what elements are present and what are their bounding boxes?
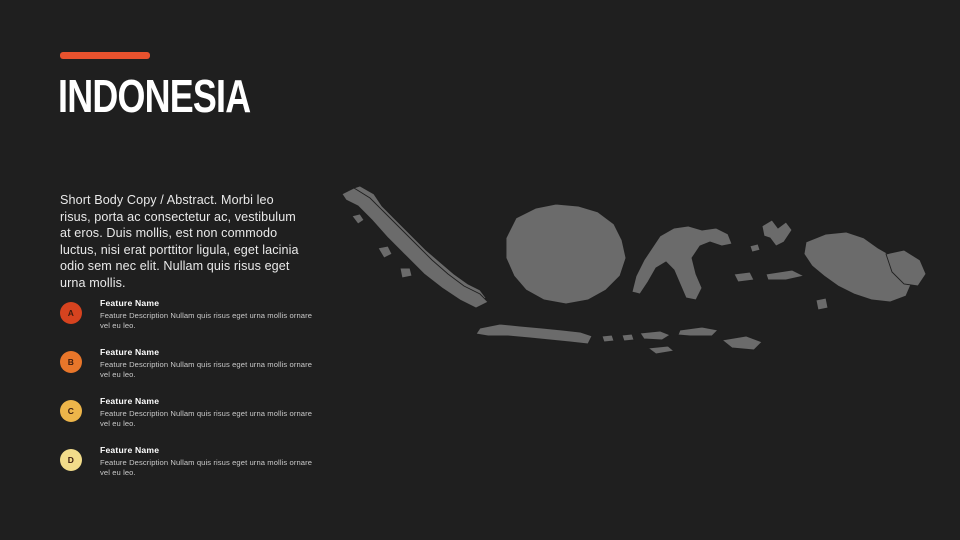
page-title: INDONESIA: [58, 70, 251, 122]
indonesia-map: [330, 150, 930, 400]
feature-description: Feature Description Nullam quis risus eget urna mollis ornare vel eu leo.: [100, 458, 313, 477]
map-region-java: [476, 324, 592, 344]
map-region-flores: [678, 327, 718, 336]
feature-badge-c: C: [60, 400, 82, 422]
map-region-sulawesi: [632, 226, 732, 300]
feature-name: Feature Name: [100, 396, 160, 406]
feature-name: Feature Name: [100, 347, 160, 357]
list-item[interactable]: [60, 445, 320, 494]
feature-text: [100, 298, 320, 331]
feature-badge-a: A: [60, 302, 82, 324]
map-region-seram: [766, 270, 804, 280]
feature-list: [60, 298, 320, 494]
list-item[interactable]: [60, 347, 320, 396]
map-region-buru: [734, 272, 754, 282]
map-islands: [342, 186, 926, 354]
feature-name: Feature Name: [100, 445, 160, 455]
feature-badge-b: B: [60, 351, 82, 373]
feature-text: [100, 347, 320, 380]
feature-text: [100, 396, 320, 429]
feature-description: Feature Description Nullam quis risus eget urna mollis ornare vel eu leo.: [100, 409, 313, 428]
map-region-kalimantan: [506, 204, 626, 304]
feature-description: Feature Description Nullam quis risus eget urna mollis ornare vel eu leo.: [100, 360, 313, 379]
map-region-aru: [816, 298, 828, 310]
map-region-sumbawa: [640, 331, 670, 340]
accent-bar: [60, 52, 150, 59]
map-region-mentawai: [378, 246, 392, 258]
body-copy: Short Body Copy / Abstract. Morbi leo risus, porta ac consectetur ac, vestibulum at eros. Duis mollis, est non commodo luctus, nisi erat porttitor ligula, eget lacinia odio sem nec elit. Nullam quis risus eget urna mollis.: [60, 193, 299, 290]
map-region-bali: [602, 335, 614, 342]
feature-name: Feature Name: [100, 298, 160, 308]
map-region-lombok: [622, 334, 634, 341]
map-region-sumatra-north: [342, 188, 488, 308]
map-region-nias: [352, 214, 364, 224]
map-region-timor: [722, 336, 762, 350]
map-region-sumba: [648, 346, 674, 354]
map-region-halmahera: [762, 220, 792, 246]
map-region-mentawai-south: [400, 268, 412, 278]
feature-text: [100, 445, 320, 478]
feature-description: Feature Description Nullam quis risus eget urna mollis ornare vel eu leo.: [100, 311, 313, 330]
list-item[interactable]: [60, 396, 320, 445]
feature-badge-d: D: [60, 449, 82, 471]
list-item[interactable]: [60, 298, 320, 347]
map-region-ternate: [750, 244, 760, 252]
